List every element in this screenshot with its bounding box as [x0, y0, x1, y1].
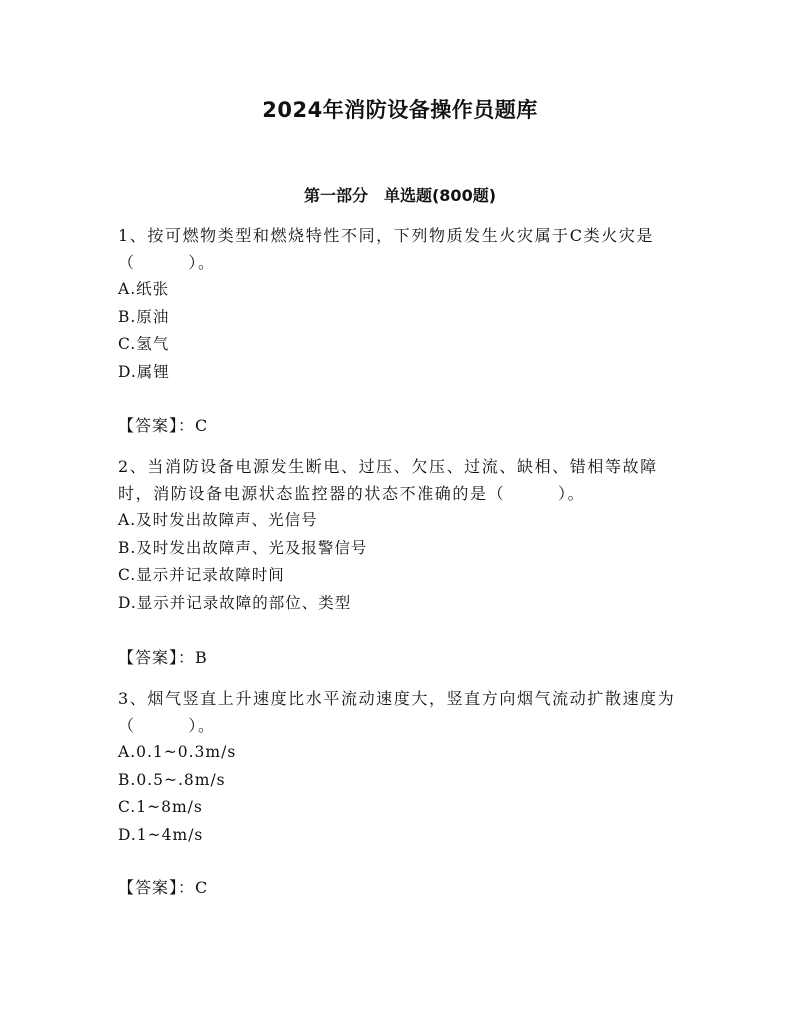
option-c: C.显示并记录故障时间 — [118, 566, 285, 584]
section-title: 第一部分 单选题(800题) — [303, 186, 497, 205]
option-c: C.1~8m/s — [118, 798, 203, 816]
answer-label: 【答案】： — [118, 648, 196, 667]
answer-value: C — [195, 878, 209, 897]
answer-value: C — [195, 416, 209, 435]
answer-3 — [118, 874, 688, 901]
option-a: A.0.1~0.3m/s — [118, 743, 237, 761]
document-title: 2024年消防设备操作员题库 — [262, 98, 538, 122]
option-d: D.1~4m/s — [118, 825, 204, 844]
question-1 — [118, 222, 688, 386]
question-3 — [118, 685, 688, 849]
question-stem: 3、烟气竖直上升速度比水平流动速度大，竖直方向烟气流动扩散速度为（ ）。 — [118, 689, 676, 735]
question-stem: 2、当消防设备电源发生断电、过压、欠压、过流、缺相、错相等故障时，消防设备电源状态监控器的状态不准确的是（ ）。 — [118, 457, 658, 503]
question-stem: 1、按可燃物类型和燃烧特性不同，下列物质发生火灾属于C类火灾是（ ）。 — [118, 226, 655, 272]
option-d: D.属锂 — [118, 362, 170, 381]
question-2 — [118, 453, 688, 617]
option-b: B.0.5~.8m/s — [118, 770, 226, 789]
option-b: B.及时发出故障声、光及报警信号 — [118, 538, 368, 557]
answer-1 — [118, 412, 688, 439]
answer-2 — [118, 644, 688, 671]
answer-label: 【答案】： — [118, 878, 196, 897]
option-a: A.纸张 — [118, 280, 170, 298]
answer-value: B — [195, 648, 208, 667]
answer-line — [118, 644, 688, 671]
answer-line — [118, 412, 688, 439]
option-c: C.氢气 — [118, 335, 170, 353]
option-a: A.及时发出故障声、光信号 — [118, 511, 318, 529]
answer-line — [118, 874, 688, 901]
option-d: D.显示并记录故障的部位、类型 — [118, 593, 352, 612]
answer-label: 【答案】： — [118, 416, 196, 435]
option-b: B.原油 — [118, 307, 170, 326]
